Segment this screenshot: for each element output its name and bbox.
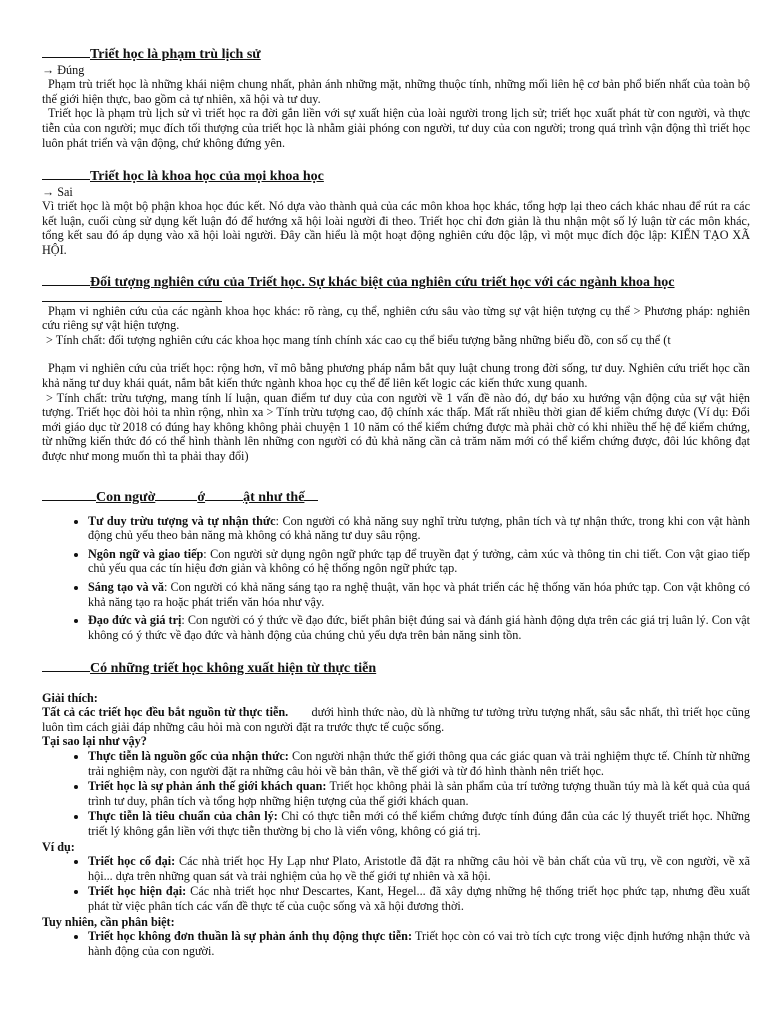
- label-why: Tại sao lại như vậy?: [42, 734, 147, 749]
- list-item: • Đạo đức và giá trị: Con người có ý thức về đạo đức, biết phân biệt đúng sai và đánh giá hành động dựa trên các giá trị luân lý. Con vật không có ý thức về đạo đức và hành động của chúng chủ yếu dựa trên bản năng sinh tồn.: [88, 613, 750, 642]
- list-item: • Thực tiễn là tiêu chuẩn của chân lý: Chỉ có thực tiễn mới có thể kiểm chứng được tính đúng đắn của các lý thuyết triết học. Những triết lý không gắn liền với thực tiễn thường bị cho là viển vông, không có giá trị.: [88, 809, 750, 838]
- divider: [42, 291, 222, 302]
- list-item: • Triết học cổ đại: Các nhà triết học Hy Lạp như Plato, Aristotle đã đặt ra những câu hỏi về bản chất của vũ trụ, về con người, về xã hội... dựa trên những quan sát và trải nghiệm của họ về thế giới tự nhiên và xã hội.: [88, 854, 750, 883]
- why-list: [42, 749, 750, 839]
- list-item: • Ngôn ngữ và giao tiếp: Con người sử dụng ngôn ngữ phức tạp để truyền đạt ý tưởng, cảm xúc và thông tin chi tiết. Con vật giao tiếp chủ yếu qua các tín hiệu đơn giản và không có hệ thống ngôn ngữ phức tạp.: [88, 547, 750, 576]
- label-example: Ví dụ:: [42, 839, 75, 854]
- paragraph: Tất cả các triết học đều bắt nguồn từ thực tiễn. dưới hình thức nào, dù là những tư tưởng trừu tượng nhất, sâu sắc nhất, thì triết học cũng luôn tìm cách giải đáp những câu hỏi mà con người đặt ra trước thực tế cuộc sống.: [42, 705, 750, 734]
- paragraph: Triết học là phạm trù lịch sử vì triết học ra đời gắn liền với sự xuất hiện của loài người trong lịch sử; triết học xuất phát từ con người, và thực tiễn của con người; mục đích tối thượng của triết học là nhằm giải phóng con người, tư duy của con người; trong quá trình vận động thì triết học luôn phát triển và vận động, chứ không đứng yên.: [42, 106, 750, 150]
- paragraph: Phạm trù triết học là những khái niệm chung nhất, phản ánh những mặt, những thuộc tính, những mối liên hệ cơ bản phổ biến nhất của toàn bộ thế giới hiện thực, bao gồm cả tự nhiên, xã hội và tư duy.: [42, 77, 750, 106]
- label-explanation: Giải thích:: [42, 690, 98, 705]
- section-title: Đối tượng nghiên cứu của Triết học. Sự khác biệt của nghiên cứu triết học với các ngành khoa học: [42, 274, 750, 291]
- comparison-list: [42, 514, 750, 643]
- example-list: [42, 854, 750, 913]
- section-philosophy-from-practice: [42, 660, 750, 962]
- list-item: • Triết học là sự phản ánh thế giới khách quan: Triết học không phải là sản phẩm của trí tưởng tượng thuần túy mà là kết quả của quá trình tư duy, phân tích và tổng hợp những hiện tượng của thế giới khách quan.: [88, 779, 750, 808]
- section-title: Triết học là phạm trù lịch sử: [42, 46, 750, 63]
- section-title: Con ngườ ớ ật như thế: [42, 489, 750, 506]
- distinguish-list: [42, 929, 750, 958]
- section-title: Có những triết học không xuất hiện từ thực tiễn: [42, 660, 750, 677]
- list-item: • Thực tiễn là nguồn gốc của nhận thức: Con người nhận thức thế giới thông qua các giác quan và trải nghiệm thực tế. Chính từ những trải nghiệm này, con người đặt ra những câu hỏi về bản thân, về thế giới và từ đó hình thành nên triết học.: [88, 749, 750, 778]
- paragraph: Vì triết học là một bộ phận khoa học đúc kết. Nó dựa vào thành quả của các môn khoa học khác, tổng hợp lại theo cách khác nhau để rút ra các kết luận, cuối cùng sử dụng kết luận đó để hướng xã hội loài người đi theo. Triết học chỉ đơn giản là thu nhận một số lý luận từ các môn khác, tổng kết sau đó áp dụng vào xã hội loài người. Đây cần hiểu là một hoạt động nghiên cứu độc lập, vì một mục đích độc lập: KIẾN TẠO XÃ HỘI.: [42, 199, 750, 257]
- section-title: Triết học là khoa học của mọi khoa học: [42, 168, 750, 185]
- section-research-object: [42, 274, 750, 464]
- list-item: • Tư duy trừu tượng và tự nhận thức: Con người có khả năng suy nghĩ trừu tượng, phân tích và tự nhận thức, trong khi con vật hành động chủ yếu theo bản năng mà không có khả năng tư duy sâu rộng.: [88, 514, 750, 543]
- paragraph: > Tính chất: trừu tượng, mang tính lí luận, quan điểm tư duy của con người về 1 vấn đề nào đó, dự báo xu hướng vận động của sự vật hiện tượng. Triết học đòi hỏi ta nhìn rộng, nhìn xa > Tính trừu tượng cao, độ chính xác thấp. Mất rất nhiều thời gian để kiểm chứng được (Ví dụ: Đổi mới giáo dục từ 2018 có đúng hay không không phải chuyện 1 10 năm có thể kiểm chứng được mà phải chờ có khi nhiều thế hệ để kiểm chứng, từ những kiến thức đó có thể hình thành lên những con người có đủ khả năng cần cả trăm năm mới có thể kiểm chứng được, đôi lúc không đạt được như mong muốn thì ta phải thay đổi): [42, 390, 750, 463]
- answer-false: → Sai: [42, 184, 73, 199]
- section-philosophy-historical: [42, 46, 750, 150]
- section-science-of-sciences: [42, 168, 750, 258]
- label-distinguish: Tuy nhiên, cần phân biệt:: [42, 914, 175, 929]
- paragraph: > Tính chất: đối tượng nghiên cứu các khoa học mang tính chính xác cao cụ thể biểu tượng bằng những biểu đồ, con số cụ thể (t: [46, 332, 671, 347]
- paragraph: Phạm vi nghiên cứu của triết học: rộng hơn, vĩ mô bằng phương pháp nắm bắt quy luật chung trong đời sống, tư duy. Nghiên cứu triết học cần khả năng tư duy khái quát, nắm bắt kiến thức ngành khoa học cụ thể để liên kết logic các kiến thức xung quanh.: [42, 361, 750, 390]
- section-human-vs-animal: [42, 489, 750, 646]
- paragraph: Phạm vi nghiên cứu của các ngành khoa học khác: rõ ràng, cụ thể, nghiên cứu sâu vào từng sự vật hiện tượng cụ thể > Phương pháp: nghiên cứu riêng sự vật hiện tượng.: [42, 303, 750, 333]
- list-item: • Triết học không đơn thuần là sự phản ánh thụ động thực tiễn: Triết học còn có vai trò tích cực trong việc định hướng nhận thức và hành động của con người.: [88, 929, 750, 958]
- list-item: • Triết học hiện đại: Các nhà triết học như Descartes, Kant, Hegel... đã xây dựng những hệ thống triết học phức tạp, nhưng đều xuất phát từ việc phân tích các vấn đề thực tế của cuộc sống và xã hội đương thời.: [88, 884, 750, 913]
- answer-true: → Đúng: [42, 62, 85, 77]
- list-item: • Sáng tạo và vă: Con người có khả năng sáng tạo ra nghệ thuật, văn học và phát triển các hệ thống văn hóa phức tạp. Con vật không có khả năng tạo ra hoặc phát triển văn hóa như vậy.: [88, 580, 750, 609]
